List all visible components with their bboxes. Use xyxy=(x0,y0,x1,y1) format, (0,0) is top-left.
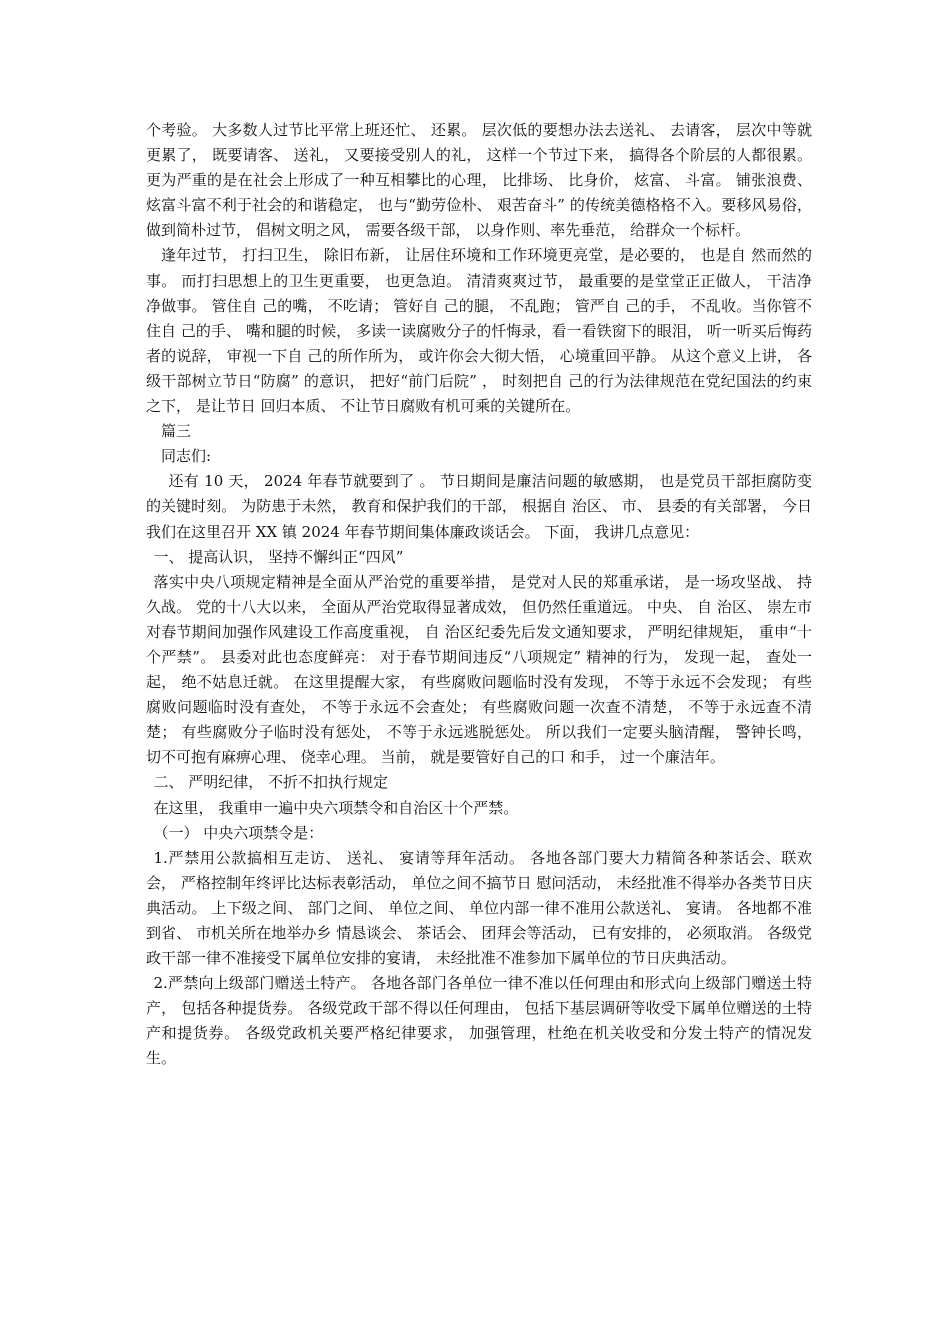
paragraph-opening: 还有 10 天， 2024 年春节就要到了 。 节日期间是廉洁问题的敏感期， 也是党员干部拒腐防变的关键时刻。 为防患于未然， 教育和保护我们的干部， 根据自 治区、 市、 县委的有关部署， 今日我们在这里召开 XX 镇 2024 年春节期间集体廉政谈话会。 下面， 我讲几点意见： xyxy=(146,472,812,541)
section-heading-part-three: 篇三 xyxy=(161,422,192,441)
heading-point-one: 一、 提高认识， 坚持不懈纠正“四风” xyxy=(153,547,404,566)
list-item-ban-2: 2.严禁向上级部门赠送土特产。 各地各部门各单位一律不准以任何理由和形式向上级部门赠送土特产， 包括各种提货券。 各级党政干部不得以任何理由， 包括下基层调研等收受下属单位赠送的土特产和提货券。 各级党政机关要严格纪律要求， 加强管理，杜绝在机关收受和分发土特产的情况发生。 xyxy=(146,974,812,1068)
paragraph-restate: 在这里， 我重申一遍中央六项禁令和自治区十个严禁。 xyxy=(153,798,519,817)
paragraph-customs: 个考验。 大多数人过节比平常上班还忙、 还累。 层次低的要想办法去送礼、 去请客， 层次中等就更累了， 既要请客、 送礼， 又要接受别人的礼， 这样一个节过下来， 搞得各个阶层的人都很累。 更为严重的是在社会上形成了一种互相攀比的心理， 比排场、 比身价， 炫富、 斗富。 铺张浪费、 炫富斗富不利于社会的和谐稳定， 也与“勤劳俭朴、 艰苦奋斗” 的传统美德格格不入。要移风易俗， 做到简朴过节， 倡树文明之风， 需要各级干部， 以身作则、率先垂范， 给群众一个标杆。 xyxy=(146,121,812,240)
paragraph-eight-rules: 落实中央八项规定精神是全面从严治党的重要举措， 是党对人民的郑重承诺， 是一场攻坚战、 持久战。 党的十八大以来， 全面从严治党取得显著成效， 但仍然任重道远。 中央、 自 治区、 崇左市对春节期间加强作风建设工作高度重视， 自 治区纪委先后发文通知要求， 严明纪律规矩， 重申“十个严禁”。 县委对此也态度鲜亮： 对于春节期间违反“八项规定” 精神的行为， 发现一起， 查处一起， 绝不姑息迁就。 在这里提醒大家， 有些腐败问题临时没有发现， 不等于永远不会发现； 有些腐败问题临时没有查处， 不等于永远不会查处； 有些腐败问题一次查不清楚， 不等于永远查不清楚； 有些腐败分子临时没有惩处， 不等于永远逃脱惩处。 所以我们一定要头脑清醒， 警钟长鸣， 切不可抱有麻痹心理、 侥幸心理。 当前， 就是要管好自己的口 和手， 过一个廉洁年。 xyxy=(146,572,812,767)
heading-point-two: 二、 严明纪律， 不折不扣执行规定 xyxy=(153,773,389,792)
salutation: 同志们: xyxy=(161,447,212,466)
list-item-ban-1: 1.严禁用公款搞相互走访、 送礼、 宴请等拜年活动。 各地各部门要大力精简各种茶话会、联欢会， 严格控制年终评比达标表彰活动， 单位之间不搞节日 慰问活动， 未经批准不得举办各类节日庆典活动。 上下级之间、 部门之间、 单位之间、 单位内部一律不准用公款送礼、 宴请。 各地都不准到省、 市机关所在地举办乡 情恳谈会、 茶话会、 团拜会等活动， 已有安排的， 必须取消。 各级党政干部一律不准接受下属单位安排的宴请， 未经批准不准参加下属单位的节日庆典活动。 xyxy=(146,848,812,968)
paragraph-cleaning: 逢年过节， 打扫卫生， 除旧布新， 让居住环境和工作环境更亮堂，是必要的， 也是自 然而然的事。 而打扫思想上的卫生更重要， 也更急迫。 清清爽爽过节， 最重要的是堂堂正正做人， 干洁净净做事。 管住自 己的嘴， 不吃请； 管好自 己的腿， 不乱跑； 管严自 己的手， 不乱收。当你管不住自 己的手、 嘴和腿的时候， 多读一读腐败分子的忏悔录，看一看铁窗下的眼泪， 听一听买后悔药者的说辞， 审视一下自 己的所作所为， 或许你会大彻大悟， 心境重回平静。 从这个意义上讲， 各级干部树立节日“防腐” 的意识， 把好“前门后院” ， 时刻把自 己的行为法律规范在党纪国法的约束之下， 是让节日 回归本质、 不让节日腐败有机可乘的关键所在。 xyxy=(146,246,812,416)
heading-six-bans: （一） 中央六项禁令是： xyxy=(153,823,324,842)
document-body xyxy=(146,118,812,1072)
